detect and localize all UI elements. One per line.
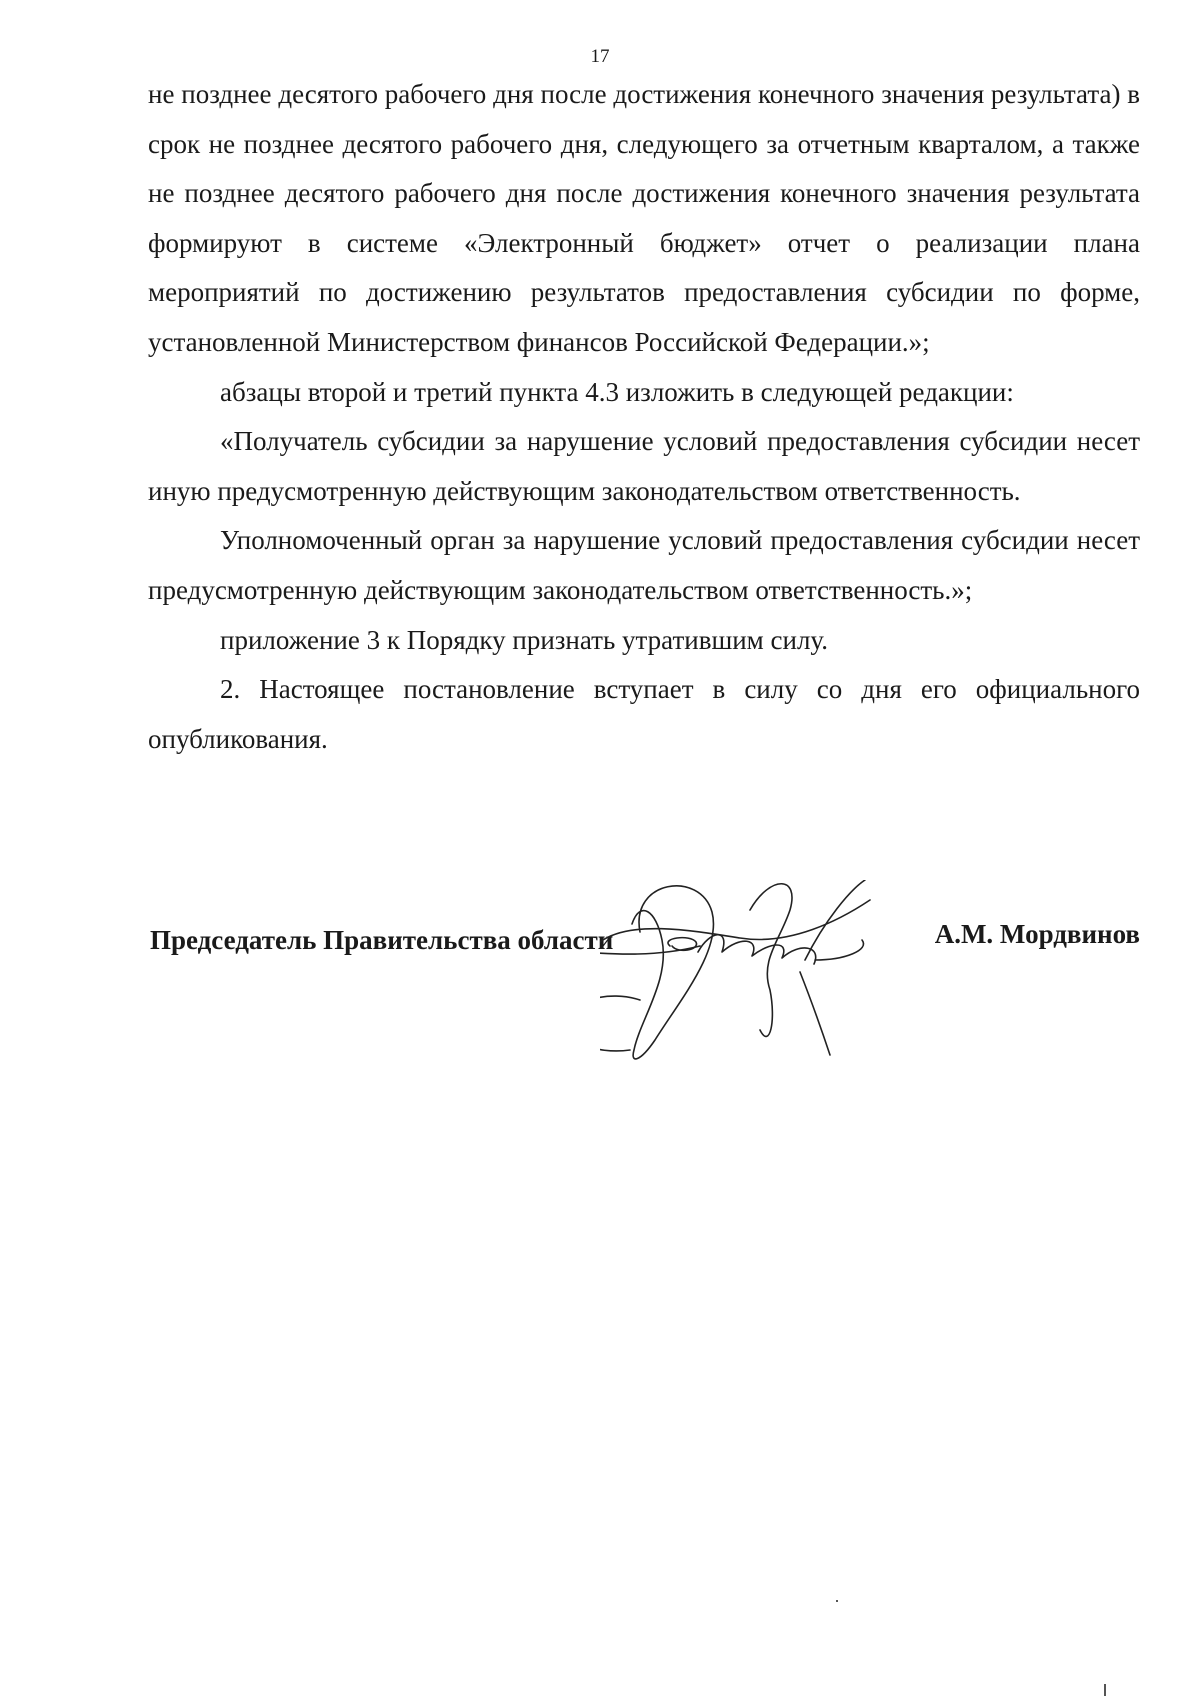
paragraph-amendment-intro: абзацы второй и третий пункта 4.3 изложить в следующей редакции: (220, 376, 1014, 407)
document-body (148, 70, 1140, 764)
scan-artifact-line (1104, 1684, 1106, 1696)
signatory-position: Председатель Правительства области (150, 925, 614, 955)
signatory-name: А.М. Мордвинов (934, 919, 1140, 949)
paragraph-appendix-repeal: приложение 3 к Порядку признать утратившим силу. (220, 624, 828, 655)
paragraph-continuation: не позднее десятого рабочего дня после достижения конечного значения результата) в срок не позднее десятого рабочего дня, следующего за отчетным кварталом, а также не позднее десятого рабочего дня после достижения конечного значения результата формируют в системе «Электронный бюджет» отчет о реализации плана мероприятий по достижению результатов предоставления субсидии по форме, установленной Министерством финансов Российской Федерации.»; (148, 79, 1140, 357)
handwritten-signature (600, 880, 930, 1070)
paragraph-entry-into-force: 2. Настоящее постановление вступает в силу со дня его официального опубликования. (148, 674, 1140, 754)
paragraph-recipient-liability: «Получатель субсидии за нарушение условий предоставления субсидии несет иную предусмотренную действующим законодательством ответственность. (148, 426, 1140, 506)
page-number: 17 (590, 46, 610, 67)
paragraph-authority-liability: Уполномоченный орган за нарушение условий предоставления субсидии несет предусмотренную действующим законодательством ответственность.»; (148, 525, 1140, 605)
scan-artifact-dot (836, 1600, 838, 1602)
